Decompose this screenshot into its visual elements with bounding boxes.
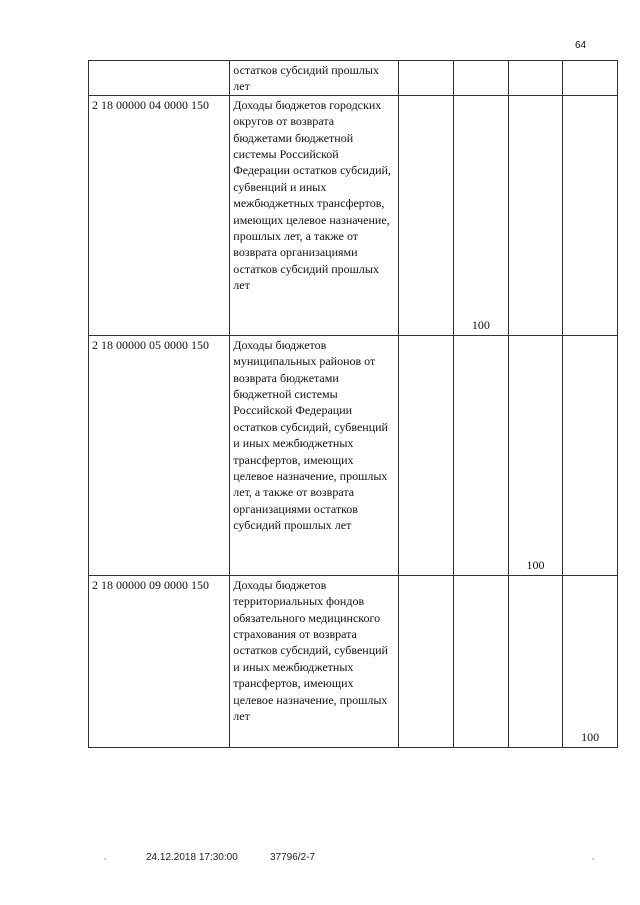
footer-reference: 37796/2-7 xyxy=(270,852,316,863)
value-cell xyxy=(508,61,563,96)
scan-speck xyxy=(104,858,106,860)
value-cell xyxy=(399,335,454,575)
value-text: 100 xyxy=(471,318,490,333)
value-cell xyxy=(399,61,454,96)
value-cell xyxy=(508,575,563,747)
footer-datetime: 24.12.2018 17:30:00 xyxy=(146,852,238,863)
scan-speck xyxy=(592,858,594,860)
budget-code-cell: 2 18 00000 09 0000 150 xyxy=(89,575,230,747)
table-row xyxy=(89,335,618,575)
budget-code-cell xyxy=(89,61,230,96)
description-cell: Доходы бюджетов муниципальных районов от возврата бюджетами бюджетной системы Российской Федерации остатков субсидий, субвенций и иных межбюджетных трансфертов, имеющих целевое назначение, прошлых лет, а также от возврата организациями остатков субсидий прошлых лет xyxy=(230,335,399,575)
value-cell xyxy=(563,95,618,335)
value-text: 100 xyxy=(581,730,600,745)
description-cell: остатков субсидий прошлых лет xyxy=(230,61,399,96)
value-cell xyxy=(454,335,509,575)
table-row xyxy=(89,575,618,747)
value-cell xyxy=(399,575,454,747)
value-cell xyxy=(508,335,563,575)
budget-code-cell: 2 18 00000 04 0000 150 xyxy=(89,95,230,335)
value-cell xyxy=(454,95,509,335)
budget-code-cell: 2 18 00000 05 0000 150 xyxy=(89,335,230,575)
value-cell xyxy=(563,575,618,747)
value-cell xyxy=(399,95,454,335)
description-cell: Доходы бюджетов городских округов от возврата бюджетами бюджетной системы Российской Федерации остатков субсидий, субвенций и иных межбюджетных трансфертов, имеющих целевое назначение, прошлых лет, а также от возврата организациями остатков субсидий прошлых лет xyxy=(230,95,399,335)
value-cell xyxy=(563,61,618,96)
table-row xyxy=(89,61,618,96)
value-cell xyxy=(563,335,618,575)
value-cell xyxy=(454,61,509,96)
value-cell xyxy=(508,95,563,335)
budget-revenue-table xyxy=(88,60,618,748)
value-cell xyxy=(454,575,509,747)
description-cell: Доходы бюджетов территориальных фондов обязательного медицинского страхования от возврата остатков субсидий, субвенций и иных межбюджетных трансфертов, имеющих целевое назначение, прошлых лет xyxy=(230,575,399,747)
table-row xyxy=(89,95,618,335)
page-number: 64 xyxy=(575,40,587,51)
value-text: 100 xyxy=(526,558,545,573)
